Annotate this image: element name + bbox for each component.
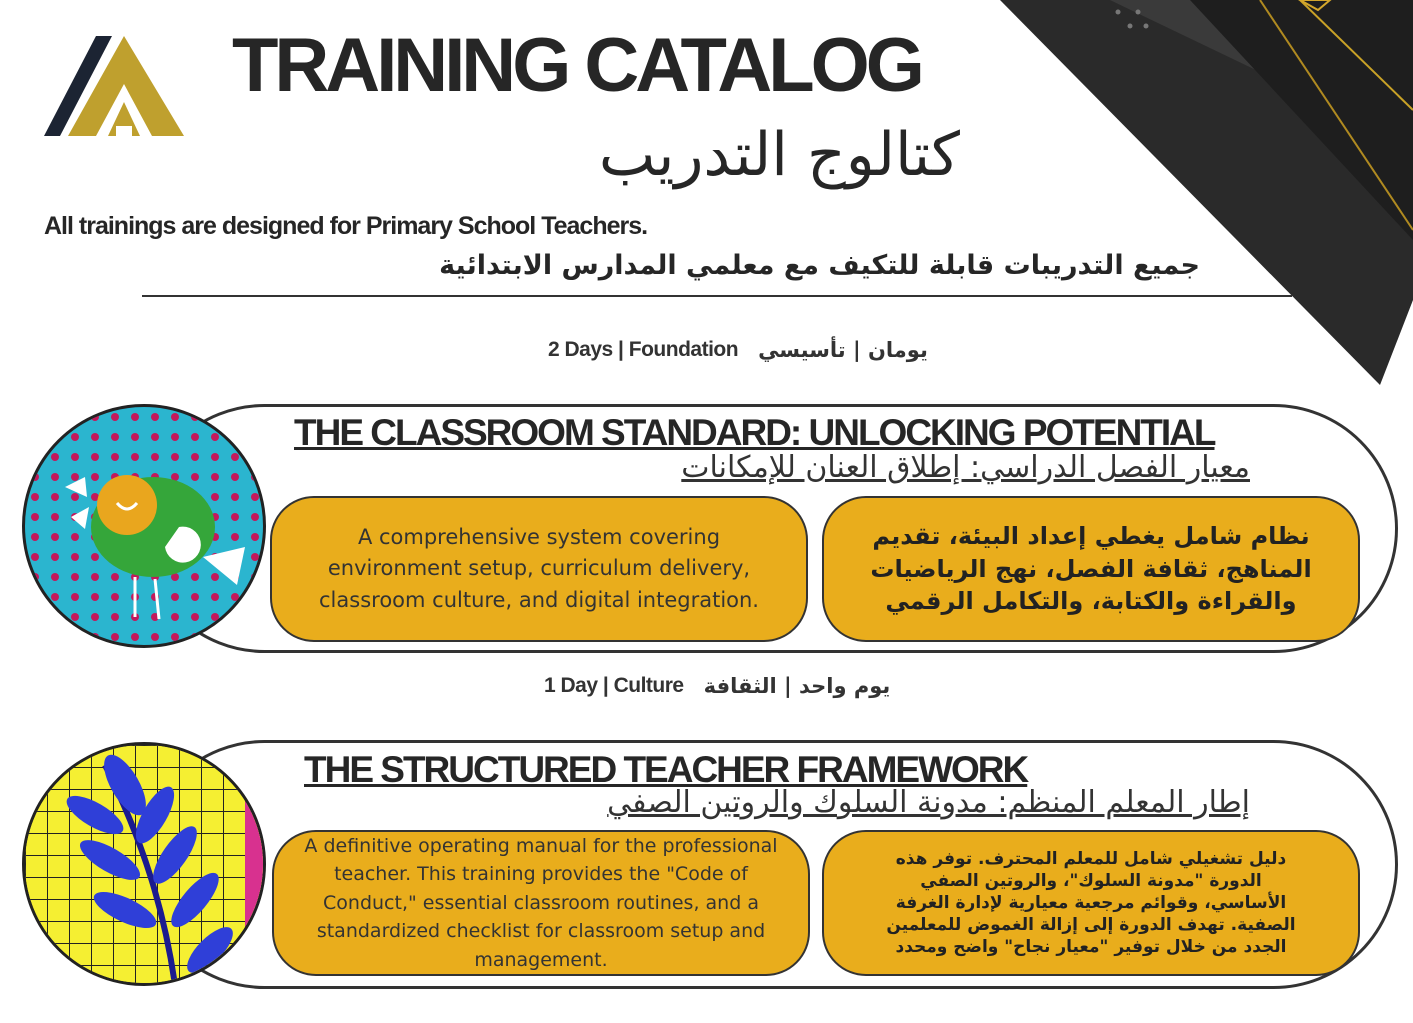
page-title-arabic: كتالوج التدريب [598, 120, 960, 190]
course-title: THE STRUCTURED TEACHER FRAMEWORK [304, 749, 1028, 790]
divider [142, 295, 1292, 297]
course-meta-label-arabic: يوم واحد | الثقافة [703, 674, 891, 698]
course-title: THE CLASSROOM STANDARD: UNLOCKING POTENTIAL [294, 412, 1215, 453]
course-title-arabic: إطار المعلم المنظم: مدونة السلوك والروتين الصفي [607, 785, 1250, 820]
bird-illustration [25, 407, 265, 647]
course-meta [544, 674, 890, 698]
subtitle-arabic: جميع التدريبات قابلة للتكيف مع معلمي المدارس الابتدائية [439, 250, 1200, 281]
company-logo [44, 36, 186, 138]
bird-pattern-image [22, 404, 266, 648]
subtitle: All trainings are designed for Primary School Teachers. [44, 212, 648, 240]
leaf-pattern-image [22, 742, 266, 986]
course-description-text-arabic: دليل تشغيلي شامل للمعلم المحترف. توفر هذه الدورة "مدونة السلوك"، والروتين الصفي الأساسي، وقوائم مرجعية معيارية لإدارة الغرفة الصفية. تهدف الدورة إلى إزالة الغموض للمعلمين الجدد من خلال توفير "معيار نجاح" واضح ومحدد [886, 848, 1296, 958]
course-meta-label-arabic: يومان | تأسيسي [758, 338, 928, 362]
course-meta [548, 338, 928, 362]
leaf-illustration [25, 745, 265, 985]
course-meta-label: 1 Day | Culture [544, 674, 684, 697]
course-description-arabic [822, 496, 1360, 642]
course-description-text: A definitive operating manual for the professional teacher. This training provides the "Code of Conduct," essential classroom routines, and a standardized checklist for classroom setup and management. [304, 834, 778, 971]
course-description-text: A comprehensive system covering environment setup, curriculum delivery, classroom culture, and digital integration. [319, 524, 759, 612]
course-description-arabic [822, 830, 1360, 976]
course-description-text-arabic: نظام شامل يغطي إعداد البيئة، تقديم المناهج، ثقافة الفصل، نهج الرياضيات والقراءة والكتابة، والتكامل الرقمي [870, 522, 1312, 616]
course-description [272, 830, 810, 976]
page-title: TRAINING CATALOG [232, 23, 921, 108]
course-title-arabic: معيار الفصل الدراسي: إطلاق العنان للإمكانات [681, 450, 1250, 485]
corner-decoration [1000, 0, 1413, 390]
course-meta-label: 2 Days | Foundation [548, 338, 739, 361]
course-description [270, 496, 808, 642]
